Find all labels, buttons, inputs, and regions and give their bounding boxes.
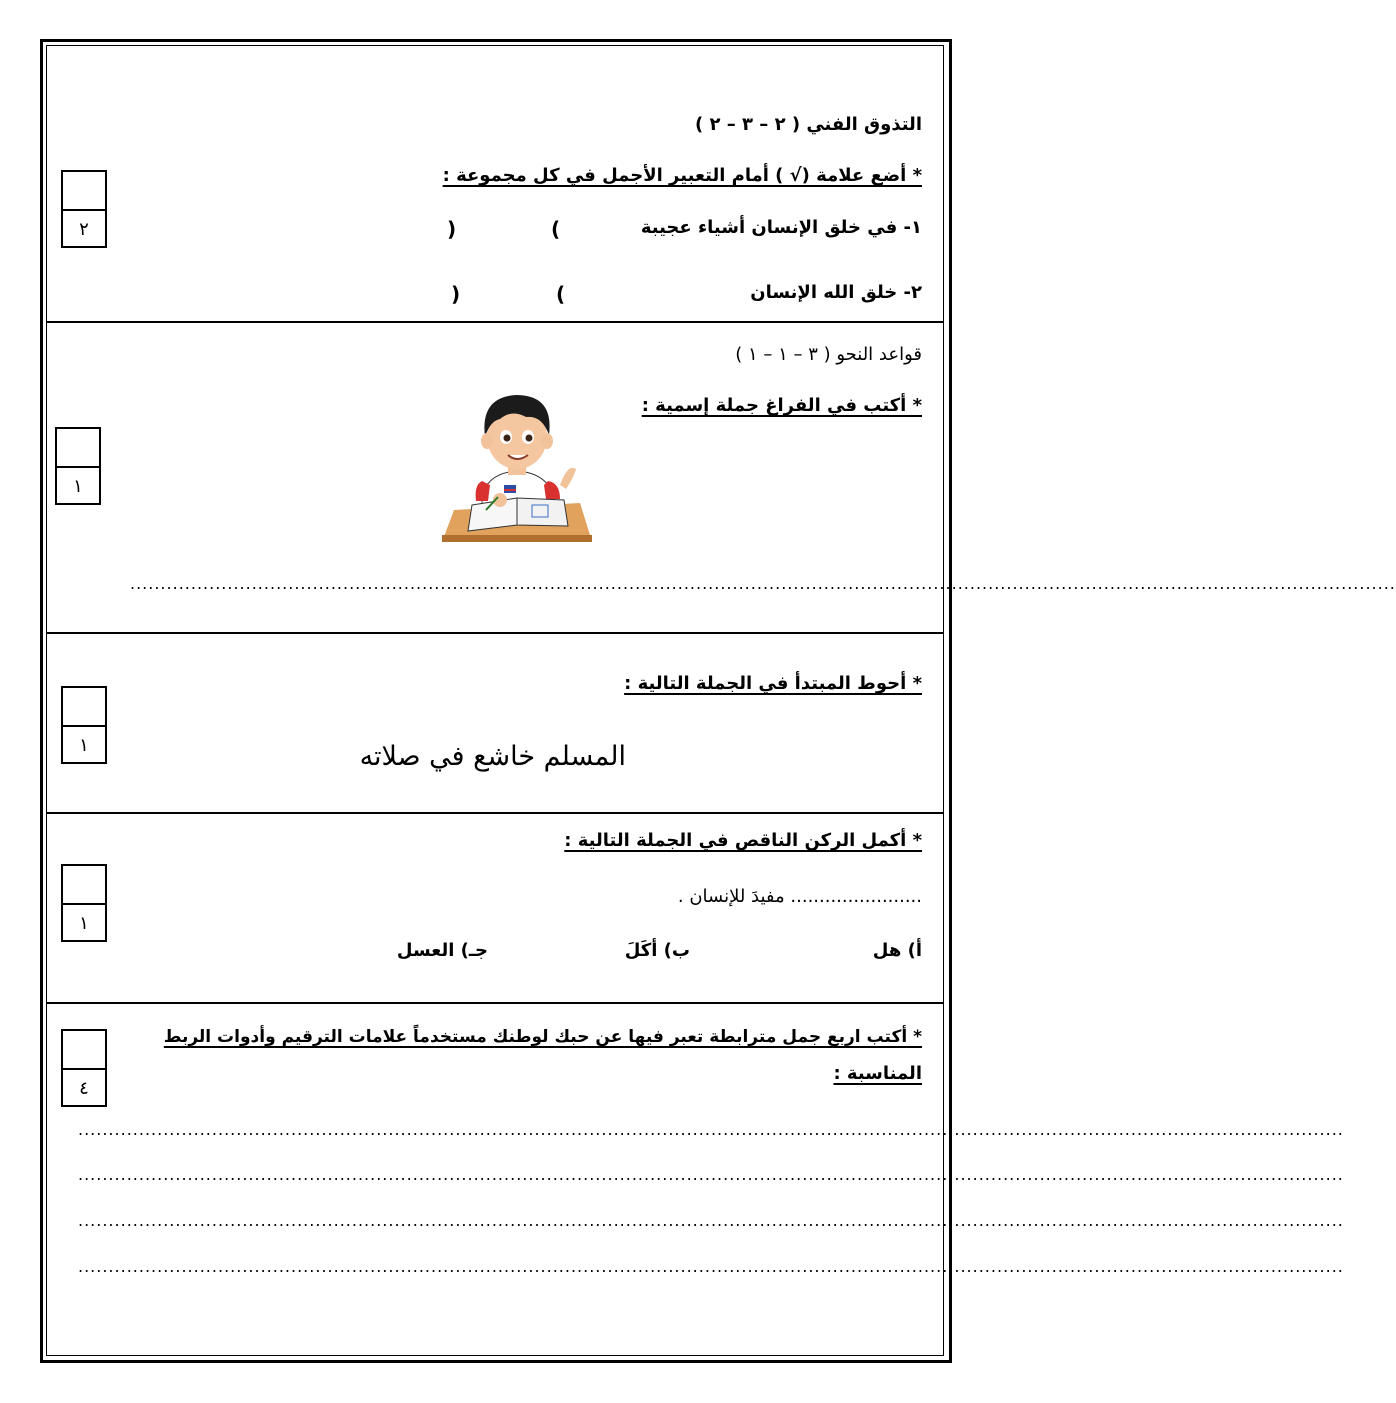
artistic-item-2: ٢- خلق الله الإنسان [750, 282, 922, 303]
artistic-item-1: ١- في خلق الإنسان أشياء عجيبة [640, 217, 922, 238]
score-box-3 [61, 686, 107, 764]
essay-answer-line-3[interactable]: ................................................................................................................................................................................................................ [78, 1211, 1344, 1230]
score-box-2-blank[interactable] [57, 429, 99, 466]
essay-instruction-line-1: * أكتب اربع جمل مترابطة تعبر فيها عن حبك لوطنك مستخدماً علامات الترقيم وأدوات الربط [163, 1027, 922, 1047]
score-box-3-max: ١ [63, 725, 105, 764]
score-box-1-max: ٢ [63, 209, 105, 248]
score-box-4-max: ١ [63, 903, 105, 942]
item-2-open-paren: ( [556, 282, 566, 306]
option-a[interactable]: أ) هل [872, 940, 922, 961]
grammar-heading: قواعد النحو ( ٣ – ١ – ١ ) [735, 344, 922, 365]
score-box-4-blank[interactable] [63, 866, 105, 903]
subject-sentence[interactable]: المسلم خاشع في صلاته [359, 741, 626, 772]
score-box-1-blank[interactable] [63, 172, 105, 209]
nominal-sentence-answer-line[interactable]: ................................................................................................................................................................................................................ [130, 574, 1396, 593]
desk-edge [442, 535, 592, 542]
section-divider-3 [46, 812, 944, 814]
score-box-2-max: ١ [57, 466, 99, 505]
score-box-2 [55, 427, 101, 505]
boy-studying-illustration [442, 385, 592, 542]
section-divider-4 [46, 1002, 944, 1004]
score-box-5-blank[interactable] [63, 1031, 105, 1068]
essay-instruction-line-2: المناسبة : [833, 1063, 922, 1084]
essay-answer-line-2[interactable]: ................................................................................................................................................................................................................ [78, 1165, 1344, 1184]
essay-answer-line-1[interactable]: ................................................................................................................................................................................................................ [78, 1120, 1344, 1139]
artistic-taste-instruction: * أضع علامة (√ ) أمام التعبير الأجمل في كل مجموعة : [442, 165, 922, 186]
essay-answer-line-4[interactable]: ................................................................................................................................................................................................................ [78, 1257, 1344, 1276]
missing-part-instruction: * أكمل الركن الناقص في الجملة التالية : [564, 830, 922, 851]
score-box-4 [61, 864, 107, 942]
page-inner-border [46, 45, 1396, 1356]
score-box-5-max: ٤ [63, 1068, 105, 1107]
book-right-page [517, 498, 568, 526]
score-box-3-blank[interactable] [63, 688, 105, 725]
option-b[interactable]: ب) أكَلَ [624, 940, 690, 961]
missing-part-sentence[interactable]: ....................... مفيدَ للإنسان . [677, 886, 922, 907]
item-2-close-paren: ) [451, 282, 461, 306]
item-1-open-paren: ( [551, 217, 561, 241]
section-divider-1 [46, 321, 944, 323]
grammar-instruction: * أكتب في الفراغ جملة إسمية : [641, 395, 922, 416]
option-c[interactable]: جـ) العسل [396, 940, 488, 961]
item-1-close-paren: ) [447, 217, 457, 241]
subject-instruction: * أحوط المبتدأ في الجملة التالية : [624, 673, 922, 694]
artistic-taste-heading: التذوق الفني ( ٢ – ٣ – ٢ ) [694, 114, 922, 135]
score-box-1 [61, 170, 107, 248]
section-divider-2 [46, 632, 944, 634]
score-box-5 [61, 1029, 107, 1107]
